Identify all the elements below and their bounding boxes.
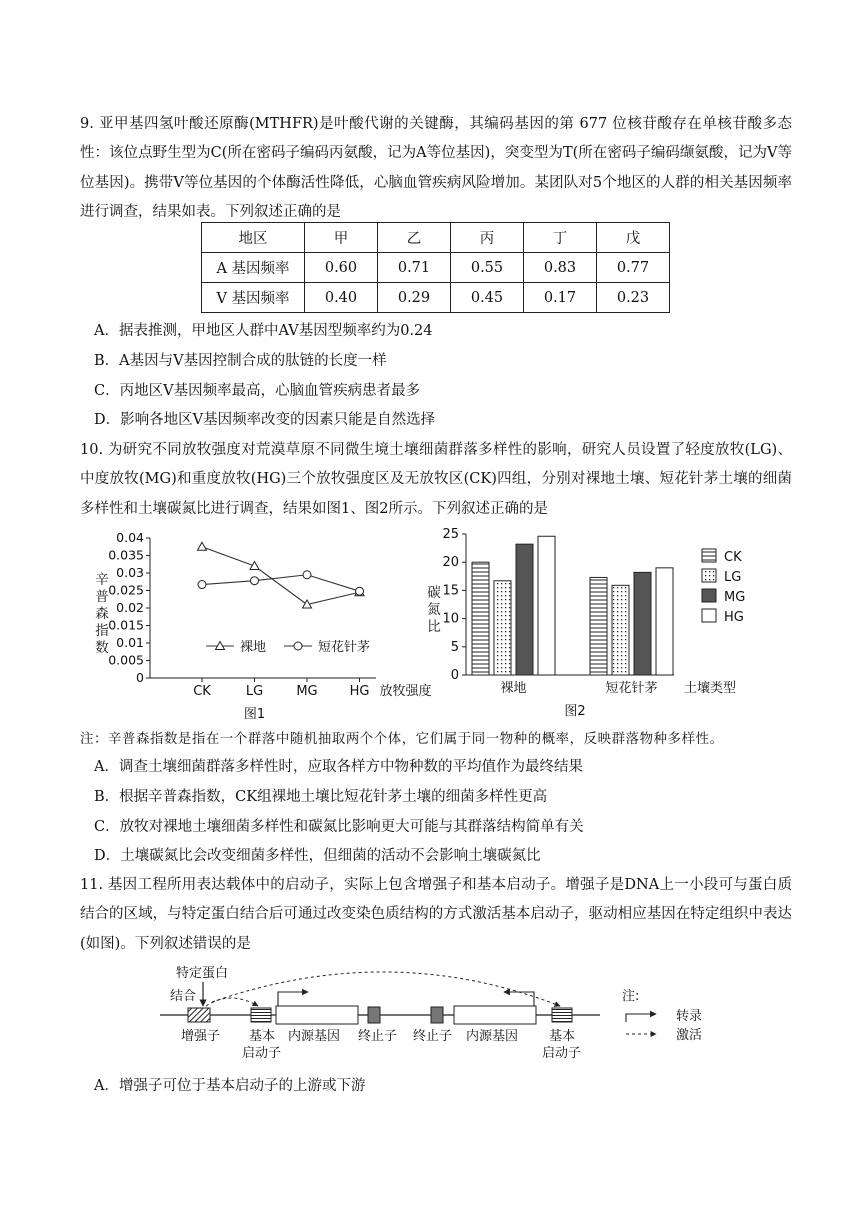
table-cell: 0.45 <box>451 283 524 313</box>
y-axis-label-char: 数 <box>95 640 109 656</box>
figure-1-line-chart <box>88 526 448 722</box>
legend-marker-circle <box>294 642 302 650</box>
data-point-circle <box>251 577 259 585</box>
q9-option-c: C．丙地区V基因频率最高，心脑血管疾病患者最多 <box>94 383 421 399</box>
table-cell: 0.77 <box>597 253 670 283</box>
legend-label-mg: MG <box>724 590 746 605</box>
bar-mg <box>634 572 651 675</box>
data-point-circle <box>356 587 364 595</box>
data-point-triangle <box>250 562 259 570</box>
q10-option-c: C．放牧对裸地土壤细菌多样性和碳氮比影响更大可能与其群落结构简单有关 <box>94 819 584 835</box>
q11-stem: 11. 基因工程所用表达载体中的启动子，实际上包含增强子和基本启动子。增强子是DNA上一小段可与蛋白质结合的区域，与特定蛋白结合后可通过改变染色质结构的方式激活基本启动子，驱动相应基因在特定组织中表达(如图)。下列叙述错误的是 <box>80 877 792 952</box>
x-axis-label: 土壤类型 <box>684 681 737 696</box>
transcription-arrow-right <box>504 992 534 1006</box>
table-row <box>202 283 670 313</box>
table-cell: 0.83 <box>524 253 597 283</box>
legend-transcription-arrow <box>626 1014 656 1022</box>
protein-label: 特定蛋白 <box>176 966 229 981</box>
terminator-label-right: 终止子 <box>413 1029 453 1044</box>
bar-mg <box>516 544 533 675</box>
y-tick-label: 20 <box>442 555 459 571</box>
gene-frequency-table <box>201 222 670 313</box>
x-tick-label: CK <box>193 684 211 699</box>
legend-label-bare-land: 裸地 <box>240 640 267 655</box>
q9-option-a: A．据表推测，甲地区人群中AV基因型频率约为0.24 <box>94 323 433 339</box>
basic-promoter-right <box>552 1008 572 1022</box>
table-cell: 0.29 <box>378 283 451 313</box>
bar-hg <box>538 536 555 675</box>
y-tick-label: 5 <box>450 639 459 655</box>
x-tick-label: LG <box>245 684 264 699</box>
q10-option-b: B．根据辛普森指数，CK组裸地土壤比短花针茅土壤的细菌多样性更高 <box>94 789 548 805</box>
bar-ck <box>590 577 607 675</box>
y-axis-label-char: 氮 <box>427 602 441 618</box>
legend-label-lg: LG <box>724 570 742 585</box>
q10-option-d: D．土壤碳氮比会改变细菌多样性，但细菌的活动不会影响土壤碳氮比 <box>94 848 541 864</box>
terminator-label-left: 终止子 <box>358 1029 398 1044</box>
activation-arc-right <box>212 972 560 1006</box>
legend-swatch-hg <box>702 609 716 622</box>
y-axis-label-char: 指 <box>95 623 109 639</box>
x-axis-label: 放牧强度 <box>379 684 432 699</box>
x-tick-label: 裸地 <box>500 681 527 696</box>
legend-swatch-ck <box>702 549 716 562</box>
basic-promoter-label-2: 启动子 <box>542 1046 582 1061</box>
gene-label-left: 内源基因 <box>288 1029 341 1044</box>
y-tick-label: 25 <box>442 527 459 542</box>
legend-activation: 激活 <box>676 1028 703 1043</box>
q10-stem: 10. 为研究不同放牧强度对荒漠草原不同微生境土壤细菌群落多样性的影响，研究人员设置了轻度放牧(LG)、中度放牧(MG)和重度放牧(HG)三个放牧强度区及无放牧区(CK)四组，分别对裸地土壤、短花针茅土壤的细菌多样性和土壤碳氮比进行调查，结果如图1、图2所示。下列叙述正确的是 <box>80 442 792 517</box>
table-row <box>202 253 670 283</box>
data-point-circle <box>303 571 311 579</box>
y-tick-label: 0.015 <box>108 617 144 633</box>
y-tick-label: 10 <box>442 611 459 627</box>
enhancer-diagram <box>160 960 720 1064</box>
enhancer-label: 增强子 <box>181 1029 221 1044</box>
y-tick-label: 0.02 <box>116 600 144 615</box>
table-cell: 0.60 <box>305 253 378 283</box>
y-tick-label: 0.04 <box>116 530 144 545</box>
series-line-bare-land <box>202 547 360 605</box>
table-cell: 0.40 <box>305 283 378 313</box>
q9-option-b: B．A基因与V基因控制合成的肽链的长度一样 <box>94 353 387 369</box>
legend-label-hg: HG <box>724 610 744 625</box>
legend-label-stipa: 短花针茅 <box>318 640 371 655</box>
q10-note: 注：辛普森指数是指在一个群落中随机抽取两个个体，它们属于同一物种的概率，反映群落物种多样性。 <box>80 732 724 747</box>
basic-promoter-left <box>251 1008 271 1022</box>
y-axis-label-char: 普 <box>95 589 109 605</box>
y-tick-label: 0.025 <box>108 582 144 598</box>
enhancer-box <box>188 1008 210 1022</box>
figure-2-bar-chart <box>420 522 750 722</box>
bar-hg <box>656 568 673 675</box>
x-tick-label: 短花针茅 <box>605 681 658 696</box>
endogenous-gene-left <box>276 1006 358 1024</box>
table-cell: 0.55 <box>451 253 524 283</box>
q11-option-a: A．增强子可位于基本启动子的上游或下游 <box>94 1078 366 1094</box>
table-header-cell: 甲 <box>305 223 378 253</box>
y-tick-label: 0.01 <box>116 635 144 650</box>
gene-label-right: 内源基因 <box>466 1029 519 1044</box>
y-tick-label: 0.005 <box>108 652 144 668</box>
bar-lg <box>612 585 629 675</box>
y-tick-label: 0.035 <box>108 547 144 563</box>
binding-label: 结合 <box>170 989 197 1004</box>
table-cell: 0.17 <box>524 283 597 313</box>
table-header-cell: 戊 <box>597 223 670 253</box>
basic-promoter-label-1: 基本 <box>249 1029 276 1044</box>
y-axis-label-char: 森 <box>95 606 109 622</box>
legend-label-ck: CK <box>724 550 742 565</box>
y-axis-label-char: 比 <box>427 619 441 635</box>
bar-ck <box>472 562 489 675</box>
y-tick-label: 0 <box>136 670 144 685</box>
legend-title: 注: <box>622 989 640 1004</box>
terminator-right <box>431 1007 443 1023</box>
y-tick-label: 0 <box>450 668 459 683</box>
endogenous-gene-right <box>454 1006 536 1024</box>
activation-arc-left <box>206 998 258 1006</box>
table-header-cell: 乙 <box>378 223 451 253</box>
legend-transcription: 转录 <box>676 1009 703 1024</box>
figure-caption: 图2 <box>564 704 586 719</box>
table-header-cell: 丙 <box>451 223 524 253</box>
table-header-row <box>202 223 670 253</box>
bar-lg <box>494 581 511 675</box>
transcription-arrow-left <box>278 992 308 1006</box>
legend-swatch-mg <box>702 589 716 602</box>
basic-promoter-label-1: 基本 <box>549 1029 576 1044</box>
table-cell: V 基因频率 <box>202 283 305 313</box>
x-tick-label: MG <box>296 684 318 699</box>
terminator-left <box>368 1007 380 1023</box>
table-cell: 0.23 <box>597 283 670 313</box>
q9-option-d: D．影响各地区V基因频率改变的因素只能是自然选择 <box>94 412 436 428</box>
data-point-triangle <box>198 542 207 550</box>
data-point-circle <box>198 581 206 589</box>
y-axis-label-char: 碳 <box>427 585 441 601</box>
x-tick-label: HG <box>349 684 370 699</box>
series-line-stipa <box>202 575 360 591</box>
table-cell: A 基因频率 <box>202 253 305 283</box>
figure-caption: 图1 <box>243 707 266 722</box>
legend-swatch-lg <box>702 569 716 582</box>
y-tick-label: 15 <box>442 583 459 599</box>
q9-stem: 9. 亚甲基四氢叶酸还原酶(MTHFR)是叶酸代谢的关键酶，其编码基因的第 677 位核苷酸存在单核苷酸多态性：该位点野生型为C(所在密码子编码丙氨酸，记为A等位基因)，突变型为T(所在密码子编码缬氨酸，记为V等位基因)。携带V等位基因的个体酶活性降低，心脑血管疾病风险增加。某团队对5个地区的人群的相关基因频率进行调查，结果如表。下列叙述正确的是 <box>80 116 792 220</box>
y-axis-label-char: 辛 <box>95 572 109 588</box>
table-header-cell: 丁 <box>524 223 597 253</box>
y-tick-label: 0.03 <box>116 565 144 580</box>
table-header-cell: 地区 <box>202 223 305 253</box>
basic-promoter-label-2: 启动子 <box>242 1046 282 1061</box>
q10-option-a: A．调查土壤细菌群落多样性时，应取各样方中物种数的平均值作为最终结果 <box>94 759 583 775</box>
table-cell: 0.71 <box>378 253 451 283</box>
